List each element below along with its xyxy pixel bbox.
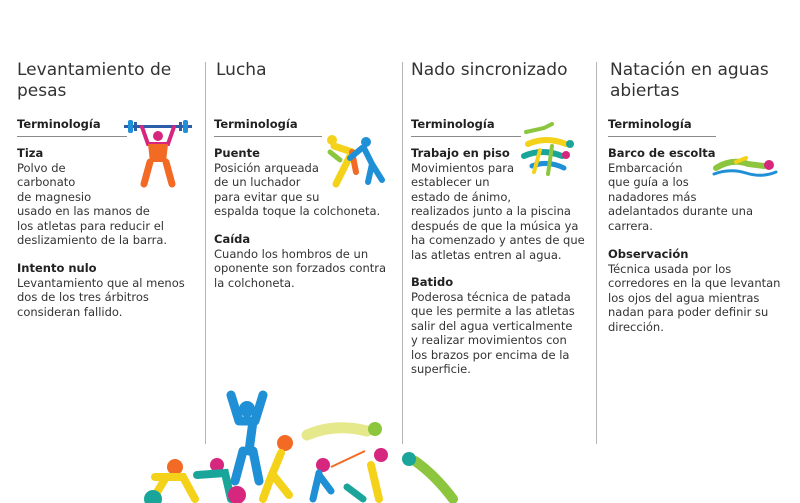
term-entry	[214, 232, 386, 290]
term-line: corredores en la que levantan	[608, 276, 781, 290]
term-line: los brazos por encima de la	[411, 347, 570, 362]
term-line: espalda toque la colchoneta.	[214, 204, 381, 218]
term-heading: Batido	[411, 275, 454, 289]
term-line: después de que la música ya	[411, 218, 579, 233]
column-divider	[205, 62, 206, 444]
column-title: Lucha	[216, 60, 267, 80]
weightlifter-icon	[124, 118, 192, 188]
term-line: las atletas entren al agua.	[411, 247, 562, 262]
term-line: Técnica usada por los	[608, 261, 732, 276]
column-divider	[596, 62, 597, 444]
term-line: ha comenzado y antes de que	[411, 233, 585, 247]
term-line: estado de ánimo,	[411, 189, 512, 204]
term-line: carbonato	[17, 175, 76, 189]
term-line: realizados junto a la piscina	[411, 204, 571, 218]
term-line: Movimientos para	[411, 160, 515, 175]
term-line: adelantados durante una	[608, 204, 754, 218]
term-heading: Intento nulo	[17, 261, 97, 275]
term-line: establecer un	[411, 175, 490, 189]
term-heading: Observación	[608, 247, 689, 261]
terminology-heading: Terminología	[608, 117, 692, 131]
column-divider	[402, 62, 403, 444]
term-heading: Caída	[214, 232, 251, 246]
term-line: los ojos del agua mientras	[608, 290, 760, 305]
column-title: Natación en aguas abiertas	[610, 60, 769, 101]
term-heading: Puente	[214, 146, 260, 160]
term-line: consideran fallido.	[17, 304, 123, 319]
term-line: Poderosa técnica de patada	[411, 289, 571, 304]
terminology-heading: Terminología	[214, 117, 298, 131]
sports-pictograms-decoration	[135, 395, 475, 503]
term-entry	[411, 275, 575, 377]
term-line: Embarcación	[608, 160, 683, 175]
term-line: para evitar que su	[214, 189, 320, 204]
term-entry	[608, 247, 780, 334]
term-line: los atletas para reducir el	[17, 218, 164, 233]
term-heading: Barco de escolta	[608, 146, 716, 160]
term-line: deslizamiento de la barra.	[17, 233, 168, 247]
term-line: carrera.	[608, 218, 653, 233]
synchronized-swimmers-icon	[522, 122, 582, 180]
terminology-heading: Terminología	[17, 117, 101, 131]
term-heading: Trabajo en piso	[411, 146, 510, 160]
term-line: que guía a los	[608, 175, 689, 189]
term-line: Polvo de	[17, 160, 66, 175]
term-line: de magnesio	[17, 189, 92, 204]
term-line: dirección.	[608, 319, 664, 334]
term-entry	[17, 261, 185, 319]
term-line: nadadores más	[608, 189, 697, 204]
wrestlers-icon	[322, 132, 388, 186]
term-line: de un luchador	[214, 175, 301, 189]
heading-rule	[17, 136, 127, 137]
term-line: salir del agua verticalmente	[411, 318, 573, 333]
term-line: y realizar movimientos con	[411, 333, 567, 347]
term-line: nadan para poder definir su	[608, 305, 769, 319]
term-line: dos de los tres árbitros	[17, 290, 149, 304]
heading-rule	[214, 136, 322, 137]
term-heading: Tiza	[17, 146, 44, 160]
term-line: Levantamiento que al menos	[17, 275, 185, 290]
term-line: usado en las manos de	[17, 204, 150, 218]
open-water-swimmer-icon	[712, 156, 778, 178]
heading-rule	[411, 136, 521, 137]
term-line: oponente son forzados contra	[214, 261, 387, 275]
term-line: que les permite a las atletas	[411, 304, 575, 318]
column-title: Levantamiento de pesas	[17, 60, 172, 101]
column-title: Nado sincronizado	[411, 60, 568, 80]
terminology-heading: Terminología	[411, 117, 495, 131]
term-line: Cuando los hombros de un	[214, 246, 369, 261]
term-line: Posición arqueada	[214, 160, 319, 175]
term-line: la colchoneta.	[214, 275, 295, 290]
heading-rule	[608, 136, 716, 137]
term-line: superficie.	[411, 362, 471, 376]
